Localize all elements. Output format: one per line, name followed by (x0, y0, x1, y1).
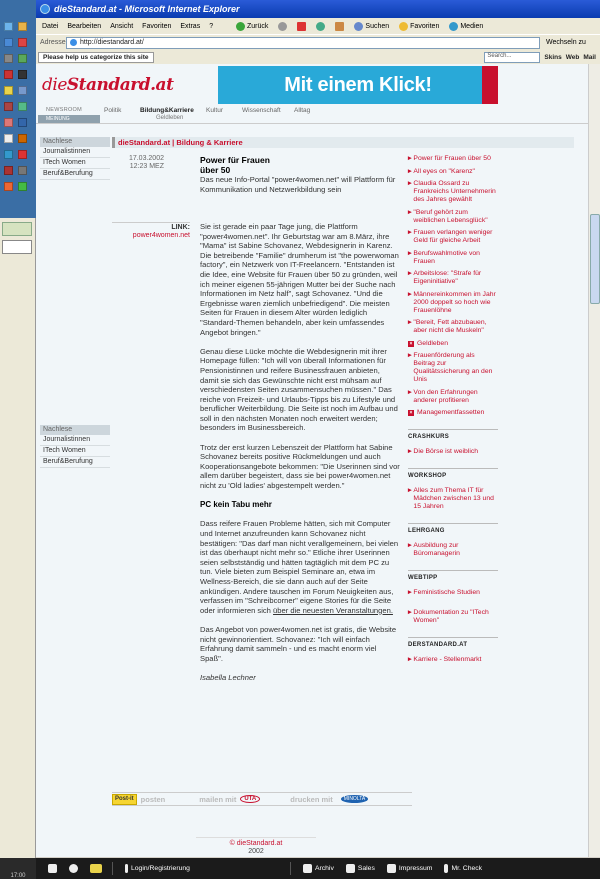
related-link[interactable] (408, 340, 498, 348)
related-link[interactable] (408, 229, 498, 245)
arrow-icon: ▸ (408, 180, 412, 187)
related-text: Karriere - Stellenmarkt (413, 656, 482, 663)
related-text: All eyes on "Karenz" (413, 167, 475, 175)
arrow-icon: ▸ (408, 448, 412, 455)
globe-icon[interactable] (69, 864, 78, 873)
search-button[interactable] (354, 22, 389, 31)
archiv-link[interactable] (303, 864, 334, 873)
external-link[interactable]: power4women.net (132, 232, 190, 239)
impressum-label: Impressum (398, 865, 433, 872)
article-title: Power für Frauen (200, 155, 270, 165)
related-link[interactable] (408, 291, 498, 315)
uta-logo: UTA (240, 795, 260, 803)
related-link[interactable] (408, 352, 498, 384)
nav-geldleben[interactable]: Geldleben (156, 115, 184, 121)
link-box (112, 222, 190, 240)
sidebar-item-journalistinnen[interactable]: Journalistinnen (40, 147, 110, 158)
sidebar-nachlese-2 (40, 425, 110, 468)
refresh-icon (316, 22, 325, 31)
arrow-icon: ▸ (408, 249, 412, 257)
desktop-icon[interactable] (4, 182, 13, 191)
menu-favoriten[interactable]: Favoriten (142, 22, 172, 30)
related-text: Dokumentation zu "ITech Women" (413, 609, 489, 624)
ticket-icon[interactable] (90, 864, 102, 873)
vertical-scrollbar[interactable] (588, 64, 600, 857)
arrow-icon: ▸ (408, 609, 412, 616)
nav-alltag[interactable]: Alltag (294, 106, 311, 114)
section-head: LEHRGANG (408, 523, 498, 535)
time-text: 12:23 MEZ (129, 163, 164, 170)
square-x-icon: × (409, 410, 413, 416)
menu-help[interactable]: ? (209, 22, 214, 30)
divider (36, 123, 588, 124)
globe-icon (69, 864, 78, 873)
related-text: Frauenförderung als Beitrag zur Qualitätssicherung an den Unis (413, 352, 493, 383)
arrow-icon: ▸ (408, 319, 412, 326)
related-link[interactable] (408, 542, 498, 558)
article-header (200, 155, 400, 204)
ad-banner[interactable] (218, 66, 498, 104)
arrow-icon: ▸ (408, 589, 412, 596)
postit-icon[interactable]: Post-it (112, 794, 137, 805)
desktop-icon[interactable] (18, 150, 27, 159)
link-mail[interactable]: Mail (583, 53, 596, 61)
related-text: "Beruf gehört zum weiblichen Lebensglück" (413, 208, 488, 224)
impressum-link[interactable] (387, 864, 433, 873)
mail-button[interactable]: mailen mit (199, 794, 237, 804)
check-icon (444, 864, 448, 873)
section-head: DERSTANDARD.AT (408, 637, 498, 649)
related-link[interactable] (408, 389, 498, 405)
arrow-icon: ▸ (408, 208, 412, 216)
related-link[interactable] (408, 209, 498, 225)
desktop-icon[interactable] (18, 166, 27, 175)
arrow-icon: ▸ (408, 542, 412, 549)
related-link[interactable] (408, 409, 498, 417)
sidebar-item-beruf-berufung[interactable]: Beruf&Berufung (40, 169, 110, 180)
related-text: Frauen verlangen weniger Geld für gleiche Arbeit (413, 229, 493, 244)
main-nav (36, 105, 588, 115)
media-icon (449, 22, 458, 31)
desktop-icon[interactable] (4, 102, 13, 111)
address-input[interactable] (66, 37, 540, 49)
star-icon (399, 22, 408, 31)
events-link[interactable]: über die neuesten Veranstaltungen. (273, 605, 393, 615)
sub-nav (36, 115, 588, 123)
categorize-button[interactable]: Please help us categorize this site (38, 52, 154, 63)
address-url: http://diestandard.at/ (80, 39, 144, 46)
archive-icon (303, 864, 312, 873)
info-icon (387, 864, 396, 873)
link-label: LINK: (171, 224, 190, 231)
sidebar-item-journalistinnen[interactable]: Journalistinnen (40, 435, 110, 446)
related-text: Alles zum Thema IT für Mädchen zwischen 13 und 15 Jahren (413, 487, 494, 510)
home-icon (335, 22, 344, 31)
panel-tab[interactable] (2, 240, 32, 254)
divider (290, 862, 291, 875)
arrow-icon: ▸ (408, 229, 412, 236)
sidebar-item-itech-women[interactable]: ITech Women (40, 158, 110, 169)
arrow-icon: ▸ (408, 270, 412, 277)
section-head: WORKSHOP (408, 468, 498, 480)
logo-prefix: die (42, 75, 67, 95)
related-text: Geldleben (417, 339, 448, 347)
related-link[interactable] (408, 270, 498, 286)
desktop-icon[interactable] (18, 134, 27, 143)
side-panel (0, 218, 36, 858)
desktop-icon[interactable] (18, 38, 27, 47)
article-body (200, 222, 400, 692)
forward-icon (278, 22, 287, 31)
nav-bildung-karriere[interactable]: Bildung&Karriere (140, 106, 194, 114)
desktop-icon[interactable] (4, 70, 13, 79)
article-paragraph: Trotz der erst kurzen Lebenszeit der Plattform hat Sabine Schovanez bereits positive Rückmeldungen und auch Kooperationsangebote bekommen: "Die Userinnen sind vor allem darüber begeistert, dass sie bei power4women.net nicht zu 'Old ladies' abgestempelt werden." (200, 442, 400, 491)
article-paragraph: Sie ist gerade ein paar Tage jung, die Plattform "power4women.net". Ihr Geburtstag war am 8.März, ihre "Mama" ist Sabine Schovanez, Webdesignerin in Karenz. Die betreibende "Familie" drumherum ist "the powerwoman factory", ein Netzwerk von IT-Freelancern. "Entstanden ist die Idee, eine Website für Frauen über 50 zu gründen, weil ich meiner eigenen 55-jährigen Mutter bei der Suche nach Informationen im Netz half", sagt Schovanez. "Und die Ergebnisse waren ziemlich unbefriedigend". Die meisten Seiten für Frauen in diesem Alter würden lediglich "Standard-Themen behandeln, aber kein umfassendes Angebot bringen." (200, 222, 399, 337)
related-link[interactable] (408, 487, 498, 511)
desktop-icon[interactable] (18, 86, 27, 95)
article-paragraph: Das Angebot von power4women.net ist gratis, die Website nicht gewinnorientiert. Schovanez: "Ich will einfach Erfahrung damit sammeln - und es macht enorm viel Spaß". (200, 624, 397, 663)
section-head: WEBTIPP (408, 570, 498, 582)
home-button[interactable] (335, 22, 344, 31)
toolbar (232, 18, 600, 34)
banner-text: Mit einem Klick! (284, 73, 432, 96)
back-icon (236, 22, 245, 31)
share-bar (112, 792, 412, 806)
clock: 17:00 (0, 858, 36, 879)
desktop-icon[interactable] (18, 22, 27, 31)
related-text: Die Börse ist weiblich (413, 448, 479, 455)
sidebar-head: Nachlese (40, 137, 110, 147)
copyright-year: 2002 (248, 848, 264, 855)
related-link[interactable] (408, 250, 498, 266)
desktop-icon[interactable] (4, 134, 13, 143)
related-column (408, 155, 498, 669)
link-skins[interactable]: Skins (544, 53, 562, 61)
breadcrumb[interactable]: dieStandard.at | Bildung & Karriere (112, 137, 574, 148)
logo-main: Standard.at (66, 75, 174, 95)
favorites-label: Favoriten (410, 22, 440, 30)
section-head: CRASHKURS (408, 429, 498, 441)
arrow-icon: ▸ (408, 352, 412, 359)
arrow-icon: ▸ (408, 388, 412, 396)
home-icon (48, 864, 57, 873)
media-button[interactable] (449, 22, 483, 31)
article-title-2: über 50 (200, 165, 231, 175)
related-link[interactable] (408, 448, 498, 456)
sales-icon (346, 864, 355, 873)
back-button[interactable] (236, 22, 268, 31)
sidebar-item-beruf-berufung[interactable]: Beruf&Berufung (40, 457, 110, 468)
related-text: Claudia Ossard zu Frankreichs Unternehmerin des Jahres gewählt (413, 180, 496, 203)
back-label: Zurück (247, 22, 269, 30)
window-title: dieStandard.at - Microsoft Internet Explorer (54, 4, 240, 14)
paragraph-text: Dass reifere Frauen Probleme hätten, sich mit Computer und Internet anzufreunden kann Schovanez nicht bestätigen: "Das darf man nicht verallgemeinern, bei vielen ist das überhaupt nicht mehr so." Etliche ihrer Userinnen seien selbstständig und hätten tagtäglich mit dem PC zu tun. Viele bieten zum Beispiel Seminare an, etwa im Wellness-Bereich, die sie dann auch auf der Seite ankündigen. Andere tauschen im Forum Neuigkeiten aus, verfassen im "Schreibcorner" eigene Stories für die Seite oder informieren sich (200, 519, 399, 615)
arrow-icon: ▸ (408, 487, 412, 494)
square-x-icon: × (409, 340, 413, 347)
nav-politik[interactable]: Politik (104, 106, 122, 114)
address-label: Adresse (40, 39, 66, 46)
related-link[interactable] (408, 589, 498, 597)
go-button[interactable] (546, 39, 586, 46)
desktop-icon[interactable] (4, 38, 13, 47)
related-text: Von den Erfahrungen anderer profitieren (413, 388, 478, 404)
nav-wissenschaft[interactable]: Wissenschaft (242, 106, 281, 114)
print-button[interactable]: drucken mit (290, 794, 333, 804)
page-viewport (36, 64, 588, 857)
desktop-icon[interactable] (4, 166, 13, 175)
stop-icon (297, 22, 306, 31)
forward-button[interactable] (278, 22, 287, 31)
desktop-icon[interactable] (4, 22, 13, 31)
desktop-icon[interactable] (18, 54, 27, 63)
minolta-logo: MINOLTA (341, 795, 368, 803)
sales-label: Sales (357, 865, 375, 872)
desktop-strip (0, 0, 36, 858)
check-link[interactable] (444, 864, 482, 873)
menu-bearbeiten[interactable]: Bearbeiten (67, 22, 102, 30)
nav-newsroom[interactable]: NEWSROOM (46, 107, 83, 113)
site-logo[interactable] (42, 75, 173, 95)
related-text: Ausbildung zur Büromanagerin (413, 542, 460, 557)
related-text: Arbeitslose: "Strafe für Eigeninitiative" (413, 270, 482, 285)
archiv-label: Archiv (314, 865, 334, 872)
media-label: Medien (460, 22, 484, 30)
menu-ansicht[interactable]: Ansicht (110, 22, 134, 30)
desktop-icon[interactable] (4, 54, 13, 63)
page-icon (70, 39, 77, 46)
sidebar-item-itech-women[interactable]: ITech Women (40, 446, 110, 457)
related-link[interactable] (408, 180, 498, 204)
copyright[interactable]: © dieStandard.at (229, 840, 283, 847)
related-text: Männereinkommen im Jahr 2000 doppelt so hoch wie Frauenlöhne (413, 290, 496, 314)
favorites-button[interactable] (399, 22, 439, 31)
related-link[interactable] (408, 319, 498, 335)
stop-button[interactable] (297, 22, 306, 31)
arrow-icon: ▸ (408, 290, 412, 298)
search-icon (354, 22, 363, 31)
ie-icon (40, 4, 50, 14)
banner-corner (482, 66, 498, 104)
sidebar-nachlese-1 (40, 137, 110, 180)
desktop-icon[interactable] (4, 150, 13, 159)
related-link[interactable] (408, 155, 498, 163)
article-paragraph (200, 519, 400, 615)
links-bar (36, 50, 600, 64)
desktop-icon[interactable] (4, 86, 13, 95)
nav-meinung[interactable]: MEINUNG (38, 115, 100, 123)
nav-kultur[interactable]: Kultur (206, 106, 223, 114)
article-paragraph: Genau diese Lücke möchte die Webdesignerin mit ihrer Homepage füllen: "Ich will von überall Informationen für Pensionistinnen und reifere Businessfrauen anbieten, damit sie sich das Gewünschte nicht erst mühsam auf verschiedensten Seiten zusammensuchen müssen." Das reiche von Freizeit- und Urlaubs-Tipps bis zu Lifestyle und beruflicher Weiterbildung. Die Seite ist noch im Aufbau und soll in den nächsten Monaten noch erweitert werden; besonders im Businessbereich. (200, 346, 398, 433)
sidebar-head: Nachlese (40, 425, 110, 435)
address-bar (36, 34, 600, 50)
home-icon[interactable] (48, 864, 57, 873)
footer (196, 837, 316, 856)
desktop-icon[interactable] (4, 118, 13, 127)
article-author: Isabella Lechner (200, 672, 256, 682)
related-text: Managementfassetten (417, 409, 485, 416)
key-icon (125, 864, 128, 873)
refresh-button[interactable] (316, 22, 325, 31)
related-link[interactable] (408, 168, 498, 176)
arrow-icon: ▸ (408, 167, 412, 175)
toolbar-search-input[interactable]: Search... (484, 52, 540, 63)
window-titlebar[interactable] (36, 0, 600, 18)
search-label: Suchen (365, 22, 390, 30)
login-label: Login/Registrierung (131, 865, 190, 872)
desktop-icon[interactable] (18, 70, 27, 79)
post-button[interactable]: posten (140, 794, 166, 804)
article-date (112, 155, 164, 171)
divider (112, 862, 113, 875)
related-link[interactable] (408, 609, 498, 625)
related-text: Berufswahlmotive von Frauen (413, 249, 480, 265)
go-label: Wechseln zu (546, 39, 586, 46)
article-lead: Das neue Info-Portal "power4women.net" will Plattform für Kommunikation und Netzwerkbildung sein (200, 175, 396, 194)
menu-datei[interactable]: Datei (42, 22, 59, 30)
related-link[interactable] (408, 656, 498, 664)
login-link[interactable] (125, 864, 190, 873)
date-text: 17.03.2002 (128, 155, 164, 162)
taskbar (0, 858, 600, 879)
menu-bar (36, 18, 232, 34)
ticket-icon (90, 864, 102, 873)
desktop-icon[interactable] (18, 182, 27, 191)
article-subhead: PC kein Tabu mehr (200, 500, 272, 510)
scrollbar-thumb[interactable] (590, 214, 600, 304)
sales-link[interactable] (346, 864, 375, 873)
check-label: Mr. Check (451, 865, 483, 872)
desktop-icon[interactable] (18, 118, 27, 127)
related-text: Power für Frauen über 50 (413, 155, 491, 162)
related-text: "Bereit, Fett abzubauen, aber nicht die Muskeln" (413, 319, 487, 334)
arrow-icon: ▸ (408, 155, 412, 162)
related-text: Feministische Studien (413, 589, 480, 596)
menu-extras[interactable]: Extras (180, 22, 201, 30)
panel-tab[interactable] (2, 222, 32, 236)
desktop-icon[interactable] (18, 102, 27, 111)
link-web[interactable]: Web (565, 53, 580, 61)
arrow-icon: ▸ (408, 656, 412, 663)
